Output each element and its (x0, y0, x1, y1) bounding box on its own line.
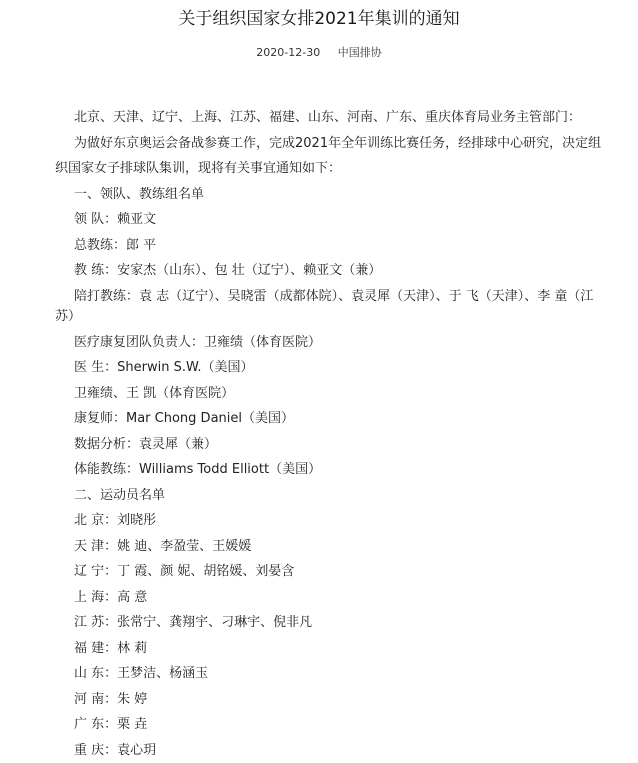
article-body (55, 105, 603, 763)
addressee-line: 北京、天津、辽宁、上海、江苏、福建、山东、河南、广东、重庆体育局业务主管部门： (55, 105, 603, 131)
athlete-line: 北 京：刘晓彤 (55, 508, 603, 534)
athlete-line: 江 苏：张常宁、龚翔宇、刁琳宇、倪非凡 (55, 610, 603, 636)
staff-line: 卫雍绩、王 凯（体育医院） (55, 381, 603, 407)
staff-line: 陪打教练：袁 志（辽宁）、吴晓雷（成都体院）、袁灵犀（天津）、于 飞（天津）、李 童（江苏） (55, 287, 603, 327)
staff-line: 康复师：Mar Chong Daniel（美国） (55, 406, 603, 432)
athlete-line: 广 东：栗 垚 (55, 712, 603, 738)
staff-line: 总教练：郎 平 (55, 233, 603, 259)
staff-line: 数据分析：袁灵犀（兼） (55, 432, 603, 458)
athlete-line: 重 庆：袁心玥 (55, 738, 603, 763)
athlete-line: 福 建：林 莉 (55, 636, 603, 662)
publish-date: 2020-12-30 (256, 45, 320, 61)
intro-paragraph: 为做好东京奥运会备战参赛工作，完成2021年全年训练比赛任务，经排球中心研究，决定组织国家女子排球队集训，现将有关事宜通知如下： (55, 131, 603, 182)
athlete-line: 辽 宁：丁 霞、颜 妮、胡铭媛、刘晏含 (55, 559, 603, 585)
staff-line: 体能教练：Williams Todd Elliott（美国） (55, 457, 603, 483)
athlete-line: 河 南：朱 婷 (55, 687, 603, 713)
article-title: 关于组织国家女排2021年集训的通知 (0, 7, 638, 31)
athlete-line: 山 东：王梦洁、杨涵玉 (55, 661, 603, 687)
section-heading-athletes: 二、运动员名单 (55, 483, 603, 509)
staff-line: 医 生：Sherwin S.W.（美国） (55, 355, 603, 381)
staff-line: 教 练：安家杰（山东）、包 壮（辽宁）、赖亚文（兼） (55, 258, 603, 284)
athlete-line: 上 海：高 意 (55, 585, 603, 611)
athlete-line: 天 津：姚 迪、李盈莹、王媛媛 (55, 534, 603, 560)
section-heading-staff: 一、领队、教练组名单 (55, 182, 603, 208)
article-source: 中国排协 (338, 45, 382, 61)
staff-line: 医疗康复团队负责人：卫雍绩（体育医院） (55, 330, 603, 356)
article-meta (0, 45, 638, 61)
staff-line: 领 队：赖亚文 (55, 207, 603, 233)
